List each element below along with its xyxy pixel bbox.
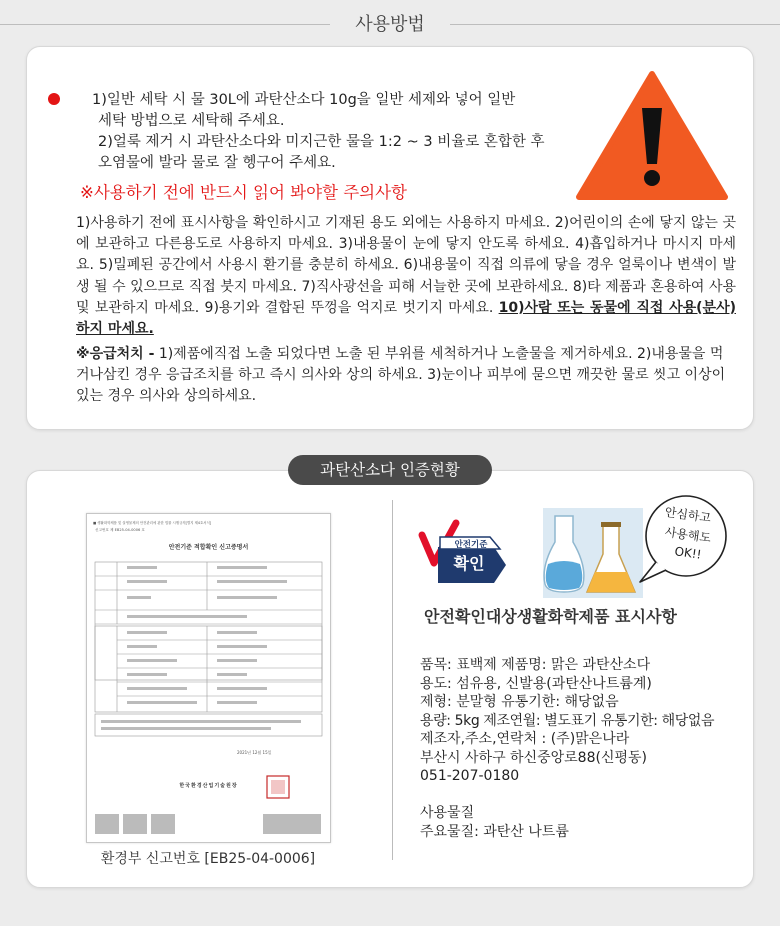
title-divider-left [0, 24, 330, 25]
emergency-text [76, 344, 736, 407]
bubble-line: 안심하고 [663, 504, 712, 526]
usage-section-title: 사용방법 [355, 14, 425, 35]
info-line: 제형: 분말형 유통기한: 해당없음 [420, 694, 619, 710]
bubble-line: 사용해도 [663, 524, 712, 546]
certificate-date: 2021년 12월 15일 [237, 750, 272, 755]
certificate-header: ■ 생활화학제품 및 살생물제의 안전관리에 관한 법률 시행규칙[별지 제4호서식] [93, 521, 212, 525]
info-spacer [420, 786, 750, 805]
safety-label-title: 안전확인대상생활화학제품 표시사항 [424, 607, 677, 626]
usage-line: 2)얼룩 제거 시 과탄산소다와 미지근한 물을 1:2 ~ 3 비율로 혼합한 후 [98, 134, 545, 150]
warning-triangle-icon [576, 70, 728, 202]
certificate-form [87, 514, 330, 842]
info-line: 051-207-0180 [420, 768, 520, 784]
certificate-title: 안전기준 적합확인 신고증명서 [168, 544, 249, 551]
caution-emphasis: 10)사람 또는 동물에 직접 사용(분사)하지 마세요. [76, 299, 736, 338]
certificate-caption: 환경부 신고번호 [EB25-04-0006] [100, 851, 316, 867]
info-line: 사용물질 [420, 805, 475, 821]
emergency-body: 1)제품에직접 노출 되었다면 노출 된 부위를 세척하거나 노출물을 제거하세요. 2)내용물을 먹거나삼킨 경우 응급조치를 하고 즉시 의사와 상의 하세요. 3)눈이나 피부에 묻으면 깨끗한 물로 씻고 이상이 있는 경우 의사와 상의하세요. [76, 346, 726, 404]
speech-bubble-icon [634, 492, 730, 588]
certificate-document [86, 513, 331, 843]
usage-line: 오염물에 발라 물로 잘 헹구어 주세요. [98, 155, 336, 171]
certificate-number: 신고번호 제 EB25-04-0006 호 [95, 528, 145, 532]
safety-check-badge-icon [416, 517, 508, 589]
info-line: 부산시 사하구 하신중앙로88(신평동) [420, 749, 647, 766]
emergency-label: ※응급처치 - [76, 346, 155, 362]
warning-title: ※사용하기 전에 반드시 읽어 봐야할 주의사항 [80, 183, 407, 202]
product-info [420, 656, 750, 841]
badge-main-label: 확인 [453, 554, 485, 573]
bullet-dot [48, 93, 60, 105]
bubble-line: OK!! [673, 544, 703, 562]
flask-beaker-icon [543, 508, 643, 598]
certificate-issuer: 한국환경산업기술원장 [179, 783, 238, 789]
info-line: 주요물질: 과탄산 나트륨 [420, 823, 569, 840]
vertical-divider [392, 500, 393, 860]
info-line: 용량: 5kg 제조연월: 별도표기 유통기한: 해당없음 [420, 712, 715, 729]
caution-body: 1)사용하기 전에 표시사항을 확인하시고 기재된 용도 외에는 사용하지 마세요. 2)어린이의 손에 닿지 않는 곳에 보관하고 다른용도로 사용하지 마세요. 3)내용물이 눈에 닿지 안도록 하세요. 4)흡입하거나 마시지 마세요. 5)밀폐된 공간에서 사용시 환기를 충분히 하세요. 6)내용물이 직접 의류에 닿을 경우 얼룩이나 변색이 발생 될 수 있으므로 직접 붓지 마세요. 7)직사광선을 피해 서늘한 곳에 보관하세요. 8)타 제품과 혼용하여 사용 및 보관하지 마세요. 9)용기와 결합된 뚜껑을 억지로 벗기지 마세요. [76, 215, 736, 316]
badge-top-label: 안전기준 [454, 540, 488, 550]
usage-line: 세탁 방법으로 세탁해 주세요. [98, 113, 285, 129]
usage-instructions [92, 90, 562, 174]
info-line: 품목: 표백제 제품명: 맑은 과탄산소다 [420, 657, 651, 673]
certification-section-title: 과탄산소다 인증현황 [288, 455, 492, 485]
info-line: 용도: 섬유용, 신발용(과탄산나트륨계) [420, 675, 652, 692]
info-line: 제조자,주소,연락처 : (주)맑은나라 [420, 731, 630, 747]
caution-text [76, 213, 736, 340]
usage-line: 1)일반 세탁 시 물 30L에 과탄산소다 10g을 일반 세제와 넣어 일반 [92, 92, 516, 108]
title-divider-right [450, 24, 780, 25]
